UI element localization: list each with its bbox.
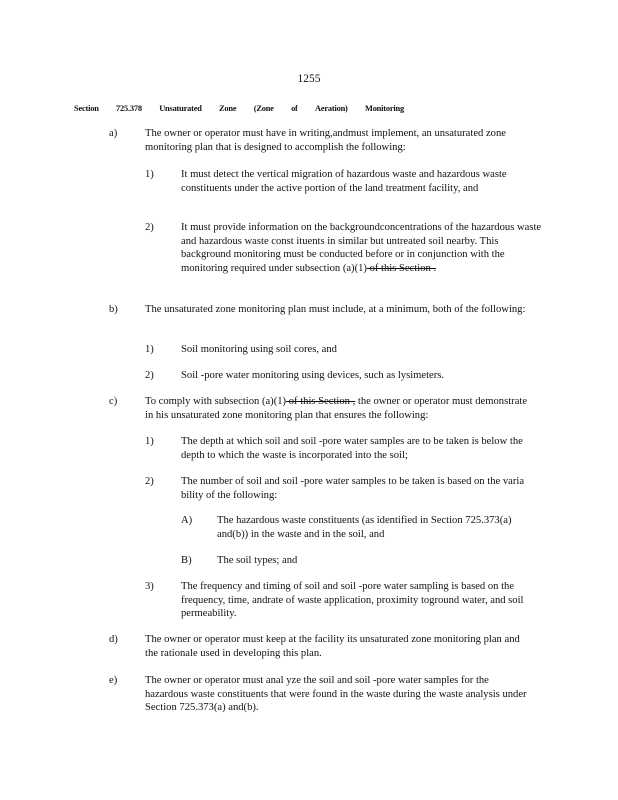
struck-text: of this Section , <box>286 396 356 407</box>
item-text <box>181 221 543 275</box>
paragraph-label: e) <box>109 675 118 686</box>
item-text: Soil monitoring using soil cores, and <box>181 344 337 355</box>
item-text: It must detect the vertical migration of hazardous waste and hazardous waste constituents under the active portion of the land treatment facility, and <box>181 169 507 194</box>
item-text: Soil -pore water monitoring using devices, such as lysimeters. <box>181 370 445 381</box>
heading-part: Aeration) <box>315 104 348 113</box>
item-label: 1) <box>145 436 154 447</box>
item-text-main: It must provide information on the backgroundconcentrations of the hazardous waste and hazardous waste const ituents in similar but untreated soil nearby. This background monitoring must be conducted before or in conjunction with the monitoring required under subsection (a)(1) <box>181 222 542 274</box>
paragraph-text: The owner or operator must keep at the facility its unsaturated zone monitoring plan and the rationale used in developing this plan. <box>145 634 520 659</box>
section-heading <box>74 102 404 116</box>
paragraph-label: b) <box>109 304 118 315</box>
item-text: The frequency and timing of soil and soil -pore water sampling is based on the frequency, time, andrate of waste application, proximity toground water, and soil permeability. <box>181 581 524 620</box>
item-label: 1) <box>145 169 154 180</box>
heading-part: Unsaturated <box>159 104 202 113</box>
item-label: 1) <box>145 344 154 355</box>
paragraph-text <box>145 395 530 422</box>
item-label: 2) <box>145 222 154 233</box>
item-label: B) <box>181 555 192 566</box>
item-text: The hazardous waste constituents (as identified in Section 725.373(a) and(b)) in the waste and in the soil, and <box>217 515 512 540</box>
heading-part: Zone <box>219 104 237 113</box>
paragraph-text: The owner or operator must have in writing,andmust implement, an unsaturated zone monitoring plan that is designed to accomplish the following: <box>145 128 506 153</box>
heading-part: of <box>291 104 298 113</box>
item-label: 2) <box>145 370 154 381</box>
heading-part: (Zone <box>253 104 274 113</box>
item-label: A) <box>181 515 193 526</box>
paragraph-label: d) <box>109 634 118 645</box>
heading-part: Monitoring <box>364 104 404 113</box>
paragraph-label: c) <box>109 396 118 407</box>
heading-part: 725.378 <box>116 104 142 113</box>
paragraph-label: a) <box>109 128 118 139</box>
paragraph-text: The owner or operator must anal yze the soil and soil -pore water samples for the hazardous waste constituents that were found in the waste during the waste analysis under Section 725.373(a) and(b). <box>145 675 527 714</box>
paragraph-text-start: To comply with subsection (a)(1) <box>145 396 287 407</box>
paragraph-text-end: the owner or operator must demonstrate in his unsaturated zone monitoring plan that ensures the following: <box>145 396 528 421</box>
heading-part: Section <box>74 104 99 113</box>
item-text: The number of soil and soil -pore water samples to be taken is based on the varia bility of the following: <box>181 476 525 501</box>
item-label: 2) <box>145 476 154 487</box>
item-text: The depth at which soil and soil -pore water samples are to be taken is below the depth to which the waste is incorporated into the soil; <box>181 436 523 461</box>
item-label: 3) <box>145 581 154 592</box>
item-text: The soil types; and <box>217 555 298 566</box>
page-number: 1255 <box>297 73 321 85</box>
paragraph-text: The unsaturated zone monitoring plan must include, at a minimum, both of the following: <box>145 304 526 315</box>
struck-text: of this Section . <box>366 262 437 274</box>
